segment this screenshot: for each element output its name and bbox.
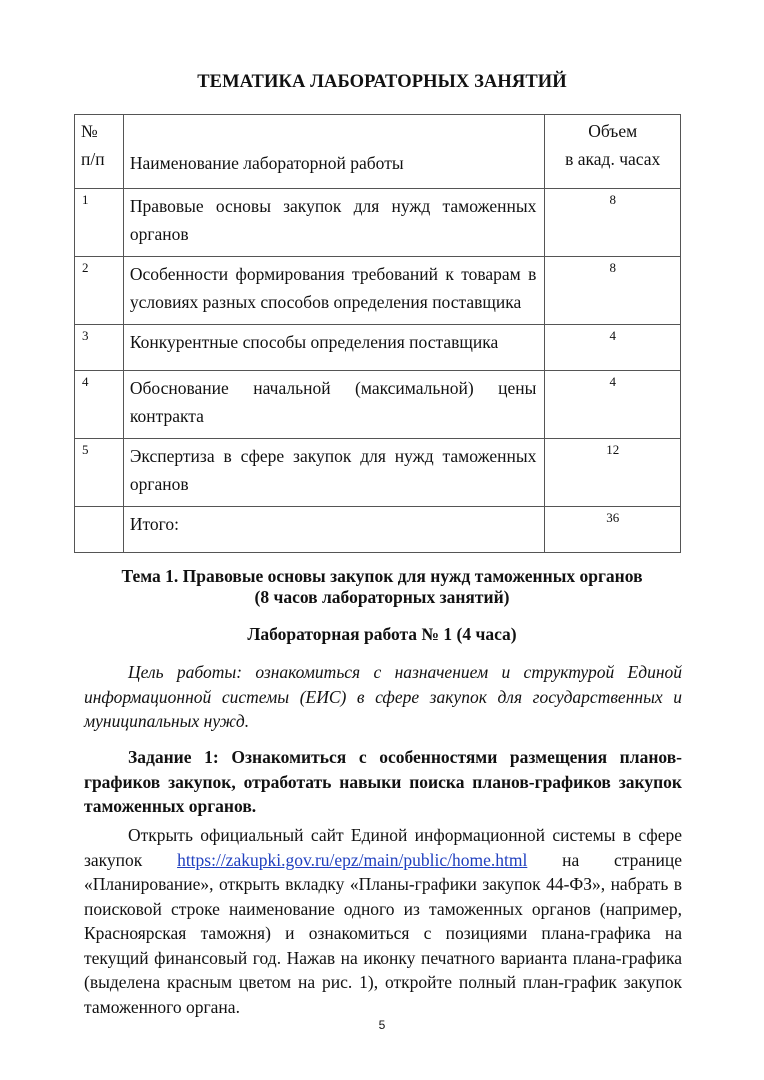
lab-goal: Цель работы: ознакомиться с назначением и структурой Единой информационной системы (ЕИС) в сфере закупок для государственных и муниципальных нужд. bbox=[84, 662, 682, 731]
row-hours: 4 bbox=[609, 328, 616, 343]
lab-task: Задание 1: Ознакомиться с особенностями размещения планов-графиков закупок, отработать навыки поиска планов-графиков закупок таможенных органов. bbox=[84, 747, 682, 816]
row-hours: 8 bbox=[609, 260, 616, 275]
header-name-label: Наименование лабораторной работы bbox=[129, 153, 404, 173]
header-number-label: № п/п bbox=[81, 121, 105, 169]
table-row bbox=[75, 439, 681, 507]
eis-website-link[interactable]: https://zakupki.gov.ru/epz/main/public/home.html bbox=[177, 849, 528, 870]
page-number: 5 bbox=[378, 1018, 386, 1032]
row-name: Экспертиза в сфере закупок для нужд таможенных органов bbox=[129, 446, 537, 494]
row-hours: 4 bbox=[609, 374, 616, 389]
total-label: Итого: bbox=[129, 514, 180, 534]
row-name: Обоснование начальной (максимальной) цены контракта bbox=[129, 378, 537, 426]
row-hours: 12 bbox=[606, 442, 620, 457]
table-row bbox=[75, 189, 681, 257]
table-total-row bbox=[75, 507, 681, 553]
row-name: Конкурентные способы определения поставщика bbox=[129, 332, 499, 352]
row-number: 5 bbox=[82, 442, 89, 457]
table-row bbox=[75, 371, 681, 439]
row-name: Особенности формирования требований к товарам в условиях разных способов определения поставщика bbox=[129, 264, 537, 312]
total-hours: 36 bbox=[606, 510, 620, 525]
table-header-row bbox=[75, 115, 681, 189]
header-name bbox=[123, 115, 545, 189]
header-hours bbox=[545, 115, 681, 189]
row-number: 1 bbox=[82, 192, 89, 207]
lab-topics-table bbox=[74, 114, 681, 553]
table-row bbox=[75, 257, 681, 325]
row-number: 2 bbox=[82, 260, 89, 275]
table-row bbox=[75, 325, 681, 371]
header-number bbox=[75, 115, 124, 189]
row-name: Правовые основы закупок для нужд таможенных органов bbox=[129, 196, 537, 244]
row-number: 4 bbox=[82, 374, 89, 389]
topic-heading: Тема 1. Правовые основы закупок для нужд таможенных органов (8 часов лабораторных занятий) bbox=[121, 566, 643, 607]
row-hours: 8 bbox=[609, 192, 616, 207]
row-number: 3 bbox=[82, 328, 89, 343]
lab-heading: Лабораторная работа № 1 (4 часа) bbox=[247, 624, 517, 644]
page-title: ТЕМАТИКА ЛАБОРАТОРНЫХ ЗАНЯТИЙ bbox=[197, 72, 567, 92]
lab-instructions: Открыть официальный сайт Единой информационной системы в сфере закупок https://zakupki.gov.ru/epz/main/public/home.html на странице «Планирование», открыть вкладку «Планы-графики закупок 44-ФЗ», набрать в поисковой строке наименование одного из таможенных органов (например, Красноярская таможня) и ознакомиться с позициями плана-графика на текущий финансовый год. Нажав на иконку печатного варианта плана-графика (выделена красным цветом на рис. 1), откройте полный план-график закупок таможенного органа. bbox=[84, 825, 682, 1017]
header-hours-label: Объем в акад. часах bbox=[565, 121, 661, 169]
